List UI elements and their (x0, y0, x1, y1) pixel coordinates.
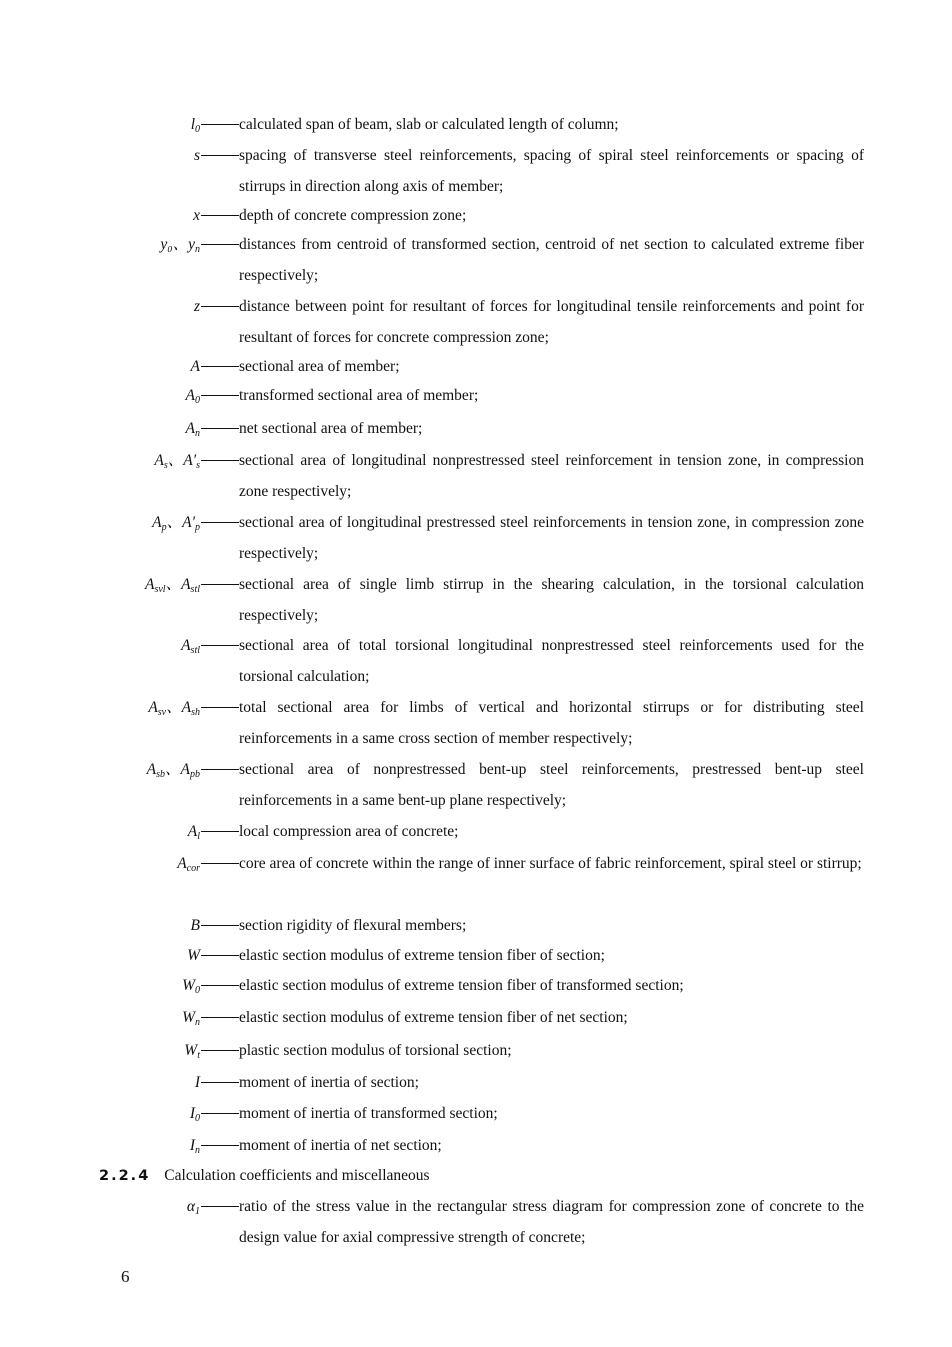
symbol: $I_0$ (189, 1105, 200, 1124)
symbol: I (194, 1074, 200, 1091)
definition-text: elastic section modulus of extreme tension fiber of transformed section; (239, 977, 684, 994)
em-dash (201, 306, 239, 307)
definition-text: net sectional area of member; (239, 420, 423, 437)
symbol: s (193, 147, 200, 164)
definition-text: section rigidity of flexural members; (239, 917, 467, 934)
symbol: $W_0$ (182, 977, 200, 996)
definition-text: moment of inertia of net section; (239, 1137, 442, 1154)
em-dash (201, 831, 239, 832)
definition-text: distance between point for resultant of forces for longitudinal tensile reinforcements and point for resultant of forces for concrete compression zone; (239, 298, 864, 346)
definition-text: sectional area of single limb stirrup in the shearing calculation, in the torsional calculation respectively; (239, 576, 864, 624)
em-dash (201, 645, 239, 646)
symbol: A (190, 358, 200, 375)
em-dash (201, 155, 239, 156)
symbol: $A_{cor}$ (177, 855, 200, 874)
em-dash (201, 1206, 239, 1207)
em-dash (201, 244, 239, 245)
definition-text: elastic section modulus of extreme tension fiber of net section; (239, 1009, 628, 1026)
em-dash (201, 215, 239, 216)
definition-text: sectional area of longitudinal nonprestressed steel reinforcement in tension zone, in compression zone respectively; (239, 452, 864, 500)
section-number: 2.2.4 (99, 1168, 151, 1184)
definition-text: moment of inertia of transformed section; (239, 1105, 498, 1122)
definition-text: calculated span of beam, slab or calculated length of column; (239, 116, 619, 133)
definition-text: plastic section modulus of torsional section; (239, 1042, 512, 1059)
em-dash (201, 1050, 239, 1051)
em-dash (201, 522, 239, 523)
symbol: $A_n$ (185, 420, 200, 439)
symbol: $\alpha_1$ (186, 1198, 200, 1217)
em-dash (201, 985, 239, 986)
definition-text: depth of concrete compression zone; (239, 207, 467, 224)
section-heading (99, 1165, 430, 1187)
symbol: $A_s$、$A'_s$ (154, 452, 200, 471)
em-dash (201, 863, 239, 864)
symbol: $I_n$ (189, 1137, 200, 1156)
symbol: $A_{svl}$、$A_{stl}$ (145, 576, 200, 595)
symbol: $A_l$ (187, 823, 200, 842)
definition-text: elastic section modulus of extreme tension fiber of section; (239, 947, 605, 964)
em-dash (201, 955, 239, 956)
em-dash (201, 1082, 239, 1083)
em-dash (201, 1145, 239, 1146)
definition-text: core area of concrete within the range of inner surface of fabric reinforcement, spiral steel or stirrup; (239, 855, 862, 872)
em-dash (201, 707, 239, 708)
definition-text: sectional area of longitudinal prestressed steel reinforcements in tension zone, in compression zone respectively; (239, 514, 864, 562)
em-dash (201, 1017, 239, 1018)
em-dash (201, 925, 239, 926)
em-dash (201, 460, 239, 461)
symbol: W (187, 947, 200, 964)
em-dash (201, 769, 239, 770)
definition-text: local compression area of concrete; (239, 823, 459, 840)
definition-text: moment of inertia of section; (239, 1074, 419, 1091)
section-title: Calculation coefficients and miscellaneous (164, 1167, 430, 1184)
em-dash (201, 584, 239, 585)
symbol: $W_n$ (182, 1009, 200, 1028)
definition-text: transformed sectional area of member; (239, 387, 479, 404)
definition-text: sectional area of nonprestressed bent-up steel reinforcements, prestressed bent-up steel reinforcements in a same bent-up plane respectively; (239, 761, 864, 809)
em-dash (201, 395, 239, 396)
definition-text: distances from centroid of transformed section, centroid of net section to calculated extreme fiber respectively; (239, 236, 864, 284)
em-dash (201, 366, 239, 367)
em-dash (201, 428, 239, 429)
definition-text: sectional area of total torsional longitudinal nonprestressed steel reinforcements used for the torsional calculation; (239, 637, 864, 685)
symbol: x (193, 207, 200, 224)
symbol: $W_t$ (184, 1042, 200, 1061)
symbol: $A_{stl}$ (181, 637, 200, 656)
definition-text: ratio of the stress value in the rectangular stress diagram for compression zone of concrete to the design value for axial compressive strength of concrete; (239, 1198, 864, 1246)
symbol: $A_p$、$A'_p$ (152, 514, 200, 533)
definition-text: sectional area of member; (239, 358, 400, 375)
definition-text: total sectional area for limbs of vertical and horizontal stirrups or for distributing steel reinforcements in a same cross section of member respectively; (239, 699, 864, 747)
symbol: z (193, 298, 200, 315)
symbol: $A_{sv}$、$A_{sh}$ (148, 699, 200, 718)
symbol: $A_{sb}$、$A_{pb}$ (146, 761, 200, 780)
symbol: $A_0$ (185, 387, 200, 406)
page-number: 6 (121, 1267, 130, 1286)
definition-text: spacing of transverse steel reinforcements, spacing of spiral steel reinforcements or spacing of stirrups in direction along axis of member; (239, 147, 864, 195)
em-dash (201, 124, 239, 125)
symbol: $l_0$ (190, 116, 200, 135)
em-dash (201, 1113, 239, 1114)
symbol: y₀、$y_n$ (160, 236, 200, 255)
symbol: B (190, 917, 200, 934)
